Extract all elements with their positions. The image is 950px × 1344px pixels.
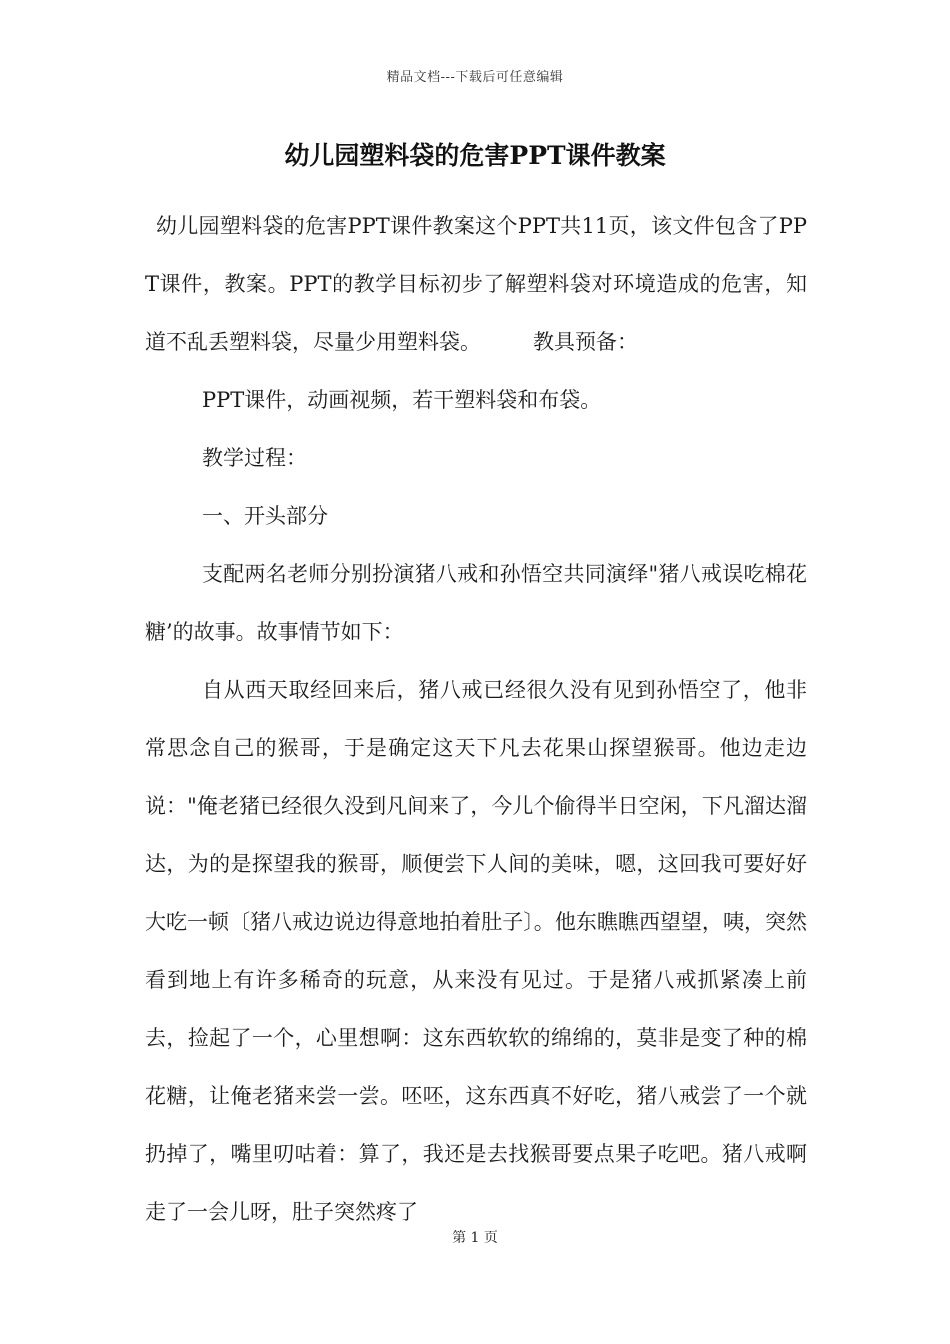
intro-paragraph: [145, 197, 807, 371]
teaching-tools-paragraph: PPT课件，动画视频，若干塑料袋和布袋。: [202, 388, 602, 412]
document-body: [145, 197, 807, 1241]
teaching-tools-label: 教具预备：: [533, 330, 638, 354]
section-heading-opening: 一、开头部分: [202, 504, 328, 528]
document-title: 幼儿园塑料袋的危害PPT课件教案: [284, 141, 666, 170]
teaching-process-heading: 教学过程：: [202, 446, 307, 470]
page-header: 精品文档---下载后可任意编辑: [386, 70, 564, 85]
story-paragraph: 自从西天取经回来后，猪八戒已经很久没有见到孙悟空了，他非常思念自己的猴哥，于是确定这天下凡去花果山探望猴哥。他边走边说："俺老猪已经很久没到凡间来了，今儿个偷得半日空闲，下凡溜达溜达，为的是探望我的猴哥，顺便尝下人间的美味，嗯，这回我可要好好大吃一顿〔猪八戒边说边得意地拍着肚子〕。他东瞧瞧西望望，咦，突然看到地上有许多稀奇的玩意，从来没有见过。于是猪八戒抓紧凑上前去，捡起了一个，心里想啊：这东西软软的绵绵的，莫非是变了种的棉花糖，让俺老猪来尝一尝。呸呸，这东西真不好吃，猪八戒尝了一个就扔掉了，嘴里叨咕着：算了，我还是去找猴哥要点果子吃吧。猪八戒啊走了一会儿呀，肚子突然疼了: [145, 678, 807, 1224]
intro-text: 幼儿园塑料袋的危害PPT课件教案这个PPT共11页，该文件包含了PPT课件，教案。PPT的教学目标初步了解塑料袋对环境造成的危害，知道不乱丢塑料袋，尽量少用塑料袋。: [145, 214, 807, 354]
page-number: 第 1 页: [452, 1230, 498, 1246]
story-intro-paragraph: 支配两名老师分别扮演猪八戒和孙悟空共同演绎"猪八戒误吃棉花糖’的故事。故事情节如下：: [145, 562, 807, 644]
